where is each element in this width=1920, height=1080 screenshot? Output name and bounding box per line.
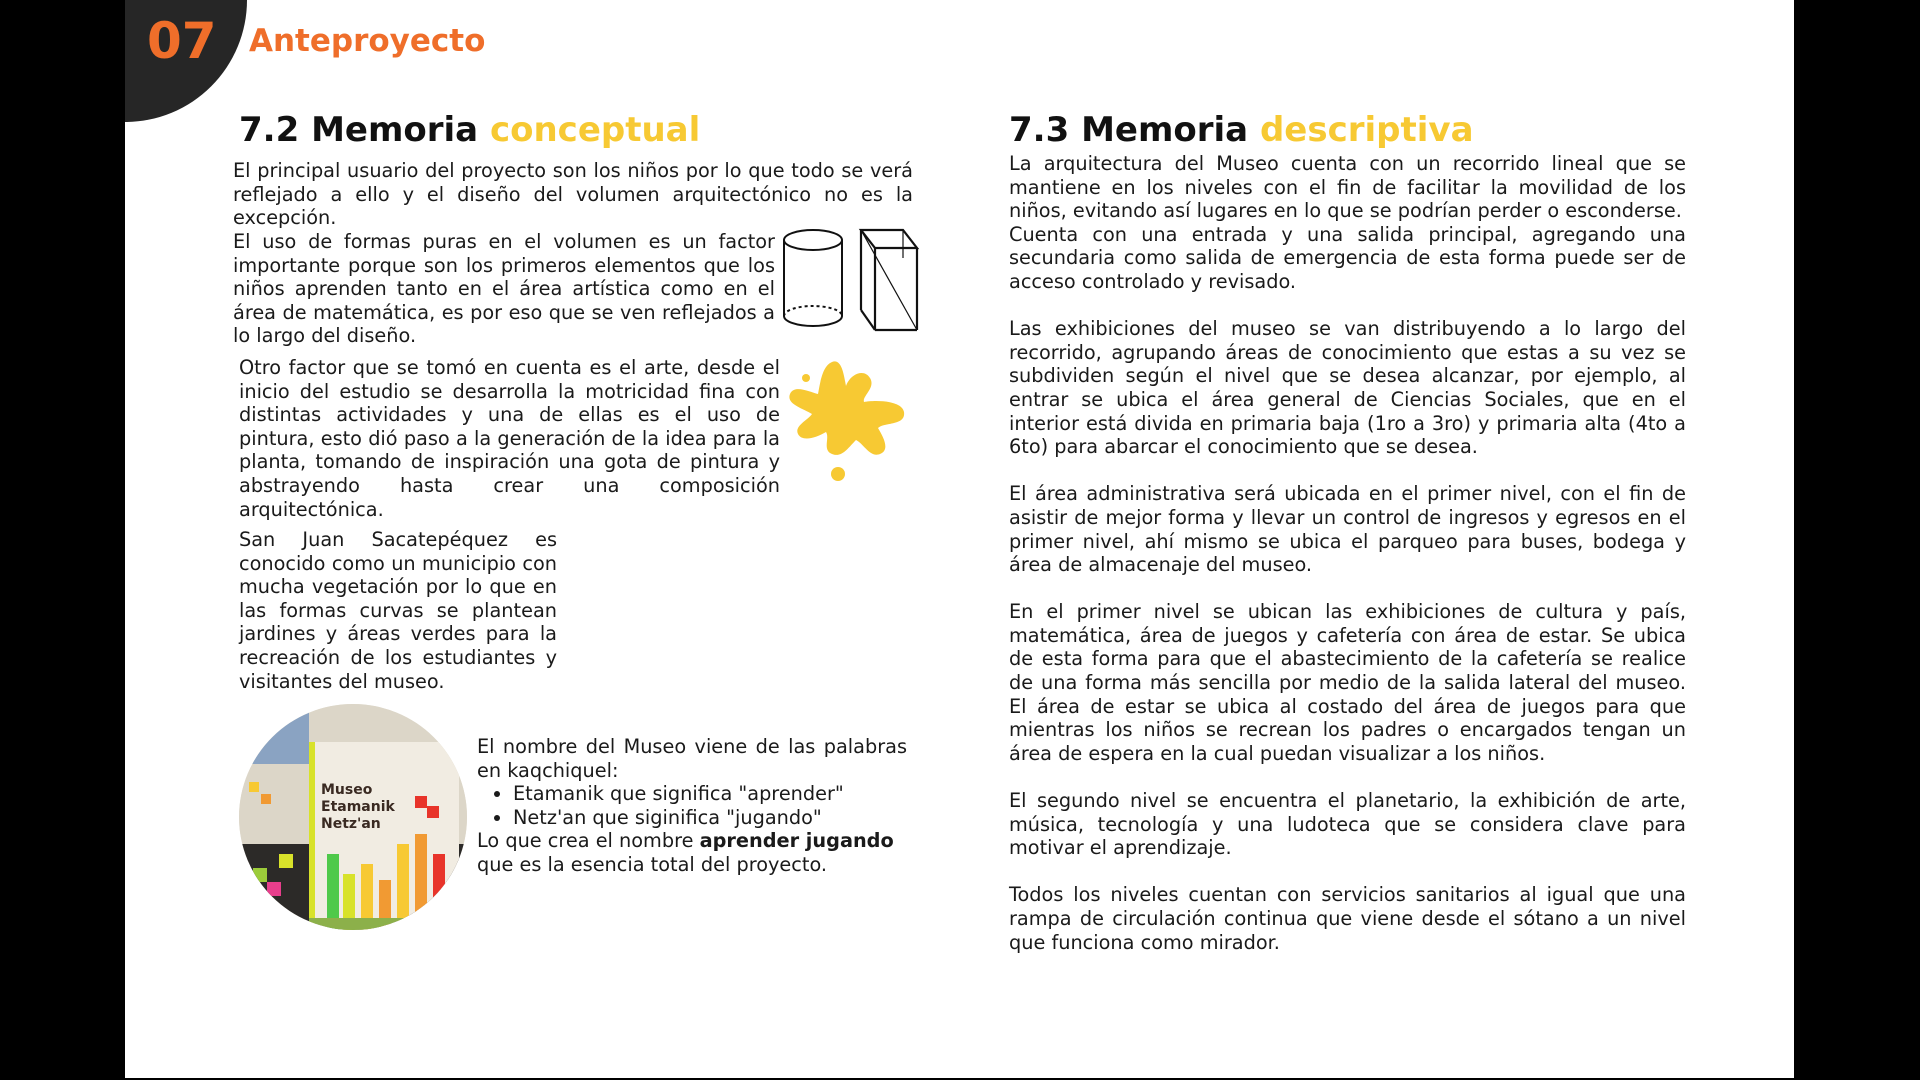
cylinder-icon bbox=[784, 230, 842, 326]
document-page bbox=[125, 0, 1794, 1078]
museum-name-intro: El nombre del Museo viene de las palabras en kaqchiquel: bbox=[477, 735, 907, 782]
sign-line-2: Etamanik bbox=[321, 799, 395, 815]
right-paragraph-6: El segundo nivel se encuentra el planetario, la exhibición de arte, música, tecnología y una ludoteca que se considera clave para motivar el aprendizaje. bbox=[1009, 789, 1686, 860]
left-paragraph-1: El principal usuario del proyecto son los niños por lo que todo se verá reflejado a ello y el diseño del volumen arquitectónico no es la excepción. bbox=[233, 159, 913, 230]
museum-name-block bbox=[477, 735, 907, 877]
museum-name-outro-end: que es la esencia total del proyecto. bbox=[477, 852, 828, 876]
list-item: • Netz'an que siginifica "jugando" bbox=[513, 806, 907, 830]
right-heading bbox=[1009, 110, 1474, 150]
museum-render-image bbox=[239, 704, 467, 930]
left-paragraph-3: Otro factor que se tomó en cuenta es el arte, desde el inicio del estudio se desarrolla la motricidad fina con distintas actividades y una de ellas es el uso de pintura, esto dió paso a la generación de la idea para la planta, tomando de inspiración una gota de pintura y abstrayendo hasta crear una composición arquitectónica. bbox=[239, 356, 780, 521]
outro-text-start: Lo que crea el nombre bbox=[477, 829, 700, 853]
list-item: • Etamanik que significa "aprender" bbox=[513, 782, 907, 806]
chapter-number: 07 bbox=[147, 12, 217, 70]
geometric-shapes bbox=[783, 228, 923, 332]
sign-line-1: Museo bbox=[321, 782, 373, 798]
left-paragraph-2: El uso de formas puras en el volumen es un factor importante porque son los primeros elementos que los niños aprenden tanto en el área artística como en el área de matemática, es por eso que se ven reflejados a lo largo del diseño. bbox=[233, 230, 775, 348]
right-heading-highlight: descriptiva bbox=[1259, 110, 1474, 150]
right-paragraph-7: Todos los niveles cuentan con servicios sanitarios al igual que una rampa de circulación continua que viene desde el sótano a un nivel que funciona como mirador. bbox=[1009, 883, 1686, 954]
right-paragraph-5: En el primer nivel se ubican las exhibiciones de cultura y país, matemática, área de juegos y cafetería con área de estar. Se ubica de esta forma para que el abastecimiento de la cafetería se realice de una forma más sencilla por medio de la salida lateral del museo. El área de estar se ubica al costado del área de juegos para que mientras los niños se recrean los padres o encargados tengan un área de espera en la cual puedan visualizar a los niños. bbox=[1009, 600, 1686, 765]
paint-splat-icon bbox=[784, 356, 910, 486]
chapter-title: Anteproyecto bbox=[249, 23, 486, 59]
museum-sign-illustration bbox=[239, 704, 467, 930]
prism-icon bbox=[861, 230, 917, 330]
left-paragraph-4: San Juan Sacatepéquez es conocido como un municipio con mucha vegetación por lo que en las formas curvas se plantean jardines y áreas verdes para la recreación de los estudiantes y visitantes del museo. bbox=[239, 528, 557, 693]
right-paragraph-4: El área administrativa será ubicada en el primer nivel, con el fin de asistir de mejor forma y llevar un control de ingresos y egresos en el primer nivel, ahí mismo se ubica el parqueo para buses, bodega y área de almacenaje del museo. bbox=[1009, 482, 1686, 577]
left-heading-highlight: conceptual bbox=[489, 110, 701, 150]
left-heading bbox=[239, 110, 700, 150]
right-paragraph-3: Las exhibiciones del museo se van distribuyendo a lo largo del recorrido, agrupando áreas de conocimiento que estas a su vez se subdividen según el nivel que se desea alcanzar, por ejemplo, al entrar se ubica el área general de Ciencias Sociales, que en el interior está divida en primaria baja (1ro a 3ro) y primaria alta (4to a 6to) para abarcar el conocimiento que se desea. bbox=[1009, 317, 1686, 459]
right-paragraph-2: Cuenta con una entrada y una salida principal, agregando una secundaria como salida de emergencia de esta forma puede ser de acceso controlado y revisado. bbox=[1009, 222, 1686, 293]
chapter-corner-tab bbox=[125, 0, 247, 122]
right-heading-plain: 7.3 Memoria bbox=[1009, 110, 1260, 150]
museum-name-list bbox=[477, 782, 907, 829]
left-heading-plain: 7.2 Memoria bbox=[239, 110, 490, 150]
museum-name-outro bbox=[477, 829, 907, 853]
right-paragraph-1: La arquitectura del Museo cuenta con un recorrido lineal que se mantiene en los niveles con el fin de facilitar la movilidad de los niños, evitando así lugares en lo que se podrían perder o esconderse. bbox=[1009, 152, 1686, 223]
right-text-block bbox=[1009, 152, 1686, 954]
sign-line-3: Netz'an bbox=[321, 816, 381, 832]
outro-text-bold: aprender jugando bbox=[699, 829, 894, 853]
